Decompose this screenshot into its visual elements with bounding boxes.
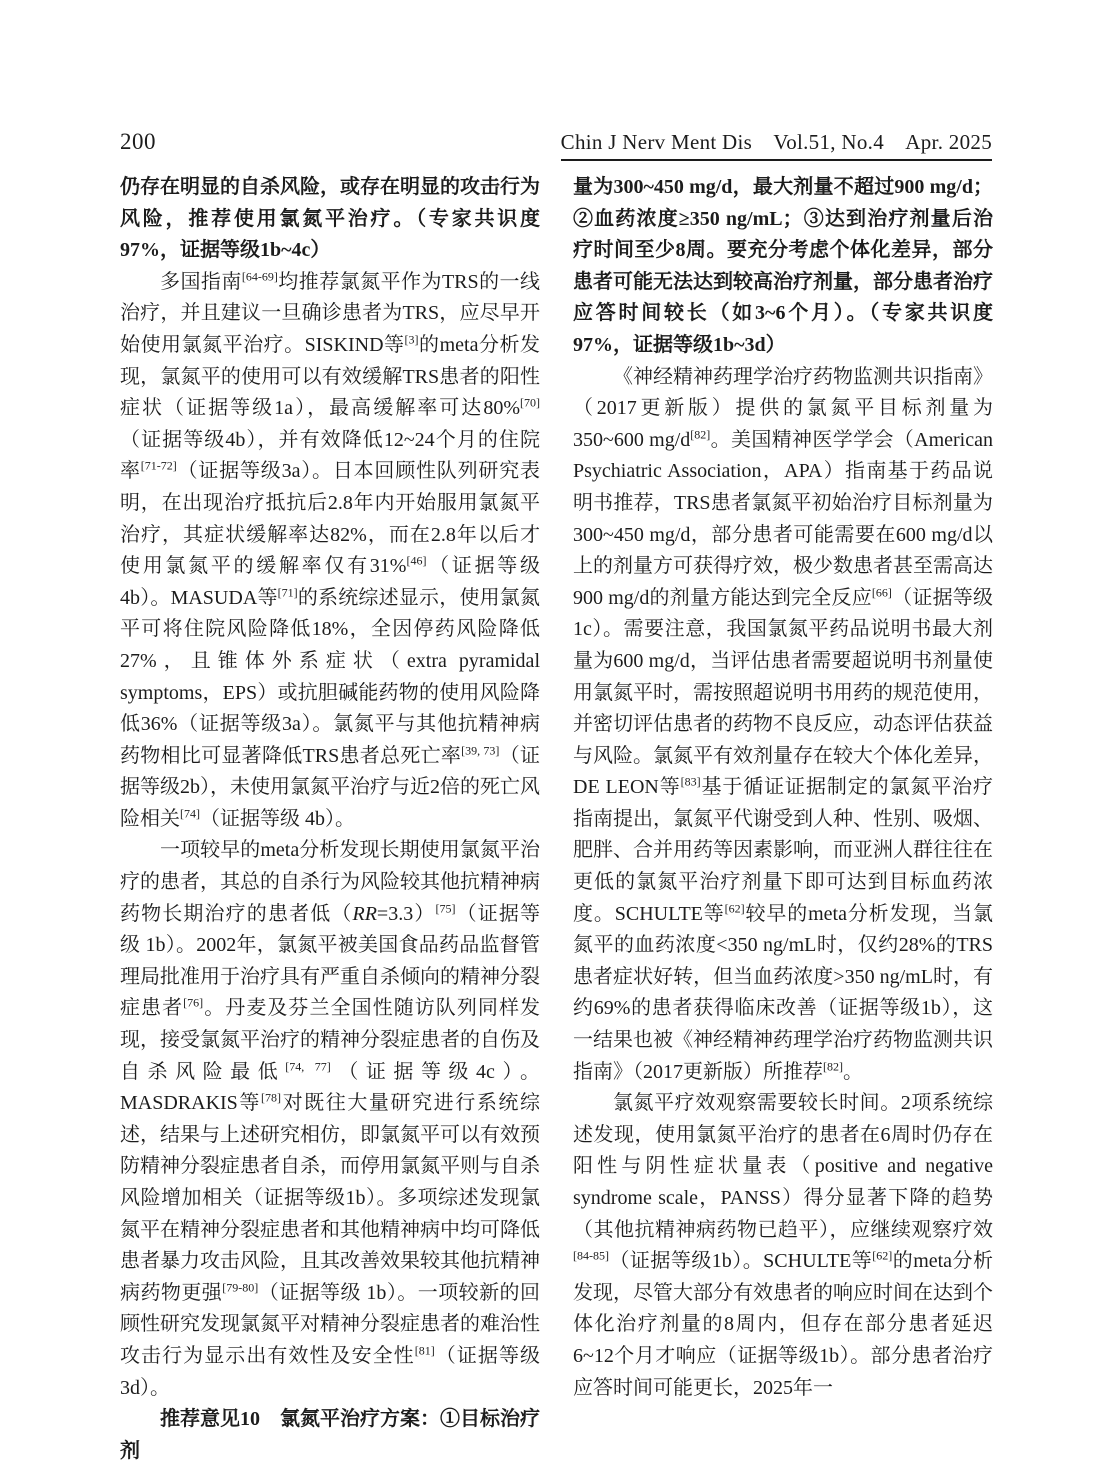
text-run: 较早的meta分析发现，当氯氮平的血药浓度<350 ng/mL时，仅约28%的TRS患者症状好转，但当血药浓度>350 ng/mL时，有约69%的患者获得临床改善（证据等级1b），这一结果也被《神经精神药理学治疗药物监测共识指南》（2017更新版）所推荐 bbox=[573, 902, 993, 1083]
column-right bbox=[573, 172, 993, 1467]
text-run: 《神经精神药理学治疗药物监测共识指南》（2017更新版）提供的氯氮平目标剂量为350~600 mg/d bbox=[573, 365, 993, 451]
citation-ref: [75] bbox=[435, 901, 456, 915]
text-run: （证据等级3a）。日本回顾性队列研究表明，在出现治疗抵抗后2.8年内开始服用氯氮平治疗，其症状缓解率达82%，而在2.8年以后才使用氯氮平的缓解率仅有31% bbox=[120, 460, 540, 578]
article-body bbox=[120, 172, 992, 1467]
statistic-symbol: RR bbox=[352, 902, 377, 925]
text-run: （证据等级3d）。 bbox=[120, 1344, 541, 1399]
page-header bbox=[120, 126, 992, 161]
citation-ref: [74] bbox=[180, 806, 200, 821]
text-run: （证据等级 1b）。2002年，氯氮平被美国食品药品监督管理局批准用于治疗具有严重自杀倾向的精神分裂症患者 bbox=[120, 902, 541, 1020]
column-left bbox=[120, 172, 540, 1467]
paragraph bbox=[573, 1088, 993, 1404]
citation-ref: [46] bbox=[406, 553, 427, 568]
citation-ref: [71] bbox=[277, 585, 298, 600]
paragraph bbox=[120, 172, 540, 267]
text-run: 仍存在明显的自杀风险，或存在明显的攻击行为风险，推荐使用氯氮平治疗。（专家共识度97%，证据等级1b~4c） bbox=[120, 176, 540, 262]
text-run: =3.3） bbox=[376, 902, 436, 925]
text-run: 推荐意见10 氯氮平治疗方案：①目标治疗剂 bbox=[120, 1408, 540, 1462]
citation-ref: [81] bbox=[414, 1343, 435, 1358]
text-run: （证据等级2b），未使用氯氮平治疗与近2倍的死亡风险相关 bbox=[120, 744, 540, 830]
citation-ref: [82] bbox=[823, 1058, 843, 1073]
paragraph bbox=[120, 267, 540, 836]
text-run: 的meta分析发现，尽管大部分有效患者的响应时间在达到个体化治疗剂量的8周内，但存在部分患者延迟6~12个月才响应（证据等级1b）。部分患者治疗应答时间可能更长，2025年一 bbox=[573, 1250, 993, 1399]
text-run: （证据等级4c）。MASDRAKIS等 bbox=[120, 1060, 540, 1115]
text-run: 的meta分析发现，氯氮平的使用可以有效缓解TRS患者的阳性症状（证据等级1a），最高缓解率可达80% bbox=[120, 333, 540, 420]
citation-ref: [76] bbox=[183, 995, 204, 1010]
text-run: 氯氮平疗效观察需要较长时间。2项系统综述发现，使用氯氮平治疗的患者在6周时仍存在阳性与阴性症状量表（positive and negative syndrome scale，PANSS）得分显著下降的趋势（其他抗精神病药物已趋平），应继续观察疗效 bbox=[573, 1092, 993, 1241]
citation-ref: [62] bbox=[724, 901, 745, 915]
text-run: 。丹麦及芬兰全国性随访队列同样发现，接受氯氮平治疗的精神分裂症患者的自伤及自杀风险最低 bbox=[120, 997, 541, 1083]
text-run: （证据等级1c）。需要注意，我国氯氮平药品说明书最大剂量为600 mg/d，当评估患者需要超说明书剂量使用氯氮平时，需按照超说明书用药的规范使用，并密切评估患者的药物不良反应，动态评估获益与风险。氯氮平有效剂量存在较大个体化差异，DE LEON等 bbox=[573, 586, 993, 799]
text-run: 。美国精神医学学会（American Psychiatric Association，APA）指南基于药品说明书推荐，TRS患者氯氮平初始治疗目标剂量为300~450 mg/d，部分患者可能需要在600 mg/d以上的剂量方可获得疗效，极少数患者甚至需高达900 mg/d的剂量方能达到完全反应 bbox=[573, 428, 993, 609]
text-run: （证据等级4b），并有效降低12~24个月的住院率 bbox=[120, 428, 540, 483]
text-run: （证据等级1b）。SCHULTE等 bbox=[609, 1250, 873, 1273]
text-run: 基于循证证据制定的氯氮平治疗指南提出，氯氮平代谢受到人种、性别、吸烟、肥胖、合并用药等因素影响，而亚洲人群往往在更低的氯氮平治疗剂量下即可达到目标血药浓度。SCHULTE等 bbox=[573, 776, 994, 925]
citation-ref: [62] bbox=[872, 1248, 893, 1263]
text-run: （证据等级4b）。MASUDA等 bbox=[120, 555, 540, 609]
citation-ref: [82] bbox=[690, 427, 711, 442]
citation-ref: [79-80] bbox=[222, 1280, 259, 1295]
page-number: 200 bbox=[120, 129, 156, 154]
citation-ref: [70] bbox=[520, 395, 540, 410]
text-run: （证据等级 1b）。一项较新的回顾性研究发现氯氮平对精神分裂症患者的难治性攻击行为显示出有效性及安全性 bbox=[120, 1281, 540, 1367]
text-run: （证据等级 4b）。 bbox=[200, 807, 355, 830]
citation-ref: [71-72] bbox=[140, 458, 177, 473]
text-run: 量为300~450 mg/d，最大剂量不超过900 mg/d；②血药浓度≥350 ng/mL；③达到治疗剂量后治疗时间至少8周。要充分考虑个体化差异，部分患者可能无法达到较高治疗剂量，部分患者治疗应答时间较长（如3~6个月）。（专家共识度97%，证据等级1b~3d） bbox=[573, 176, 993, 356]
citation-ref: [84-85] bbox=[573, 1248, 609, 1263]
text-run: 一项较早的meta分析发现长期使用氯氮平治疗的患者，其总的自杀行为风险较其他抗精神病药物长期治疗的患者低（ bbox=[120, 839, 540, 925]
citation-ref: [39, 73] bbox=[461, 743, 500, 758]
text-run: 多国指南 bbox=[160, 270, 242, 293]
text-run: 均推荐氯氮平作为TRS的一线治疗，并且建议一旦确诊患者为TRS，应尽早开始使用氯氮平治疗。SISKIND等 bbox=[120, 270, 540, 356]
text-run: 对既往大量研究进行系统综述，结果与上述研究相仿，即氯氮平可以有效预防精神分裂症患者自杀，而停用氯氮平则与自杀风险增加相关（证据等级1b）。多项综述发现氯氮平在精神分裂症患者和其他精神病中均可降低患者暴力攻击风险，且其改善效果较其他抗精神病药物更强 bbox=[120, 1092, 541, 1304]
text-run: 的系统综述显示，使用氯氮平可将住院风险降低18%，全因停药风险降低27%，且锥体外系症状（extra pyramidal symptoms，EPS）或抗胆碱能药物的使用风险降低36%（证据等级3a）。氯氮平与其他抗精神病药物相比可显著降低TRS患者总死亡率 bbox=[120, 586, 540, 767]
paragraph bbox=[573, 362, 993, 1089]
text-run: 。 bbox=[843, 1060, 863, 1083]
citation-ref: [74, 77] bbox=[285, 1058, 331, 1073]
paragraph bbox=[120, 1404, 540, 1467]
citation-ref: [78] bbox=[260, 1090, 281, 1105]
journal-citation: Chin J Nerv Ment Dis Vol.51, No.4 Apr. 2025 bbox=[561, 126, 992, 161]
citation-ref: [3] bbox=[404, 332, 419, 347]
citation-ref: [83] bbox=[680, 774, 701, 789]
citation-ref: [64-69] bbox=[241, 269, 278, 284]
citation-ref: [66] bbox=[871, 585, 892, 600]
paragraph bbox=[573, 172, 993, 362]
paragraph bbox=[120, 835, 540, 1404]
